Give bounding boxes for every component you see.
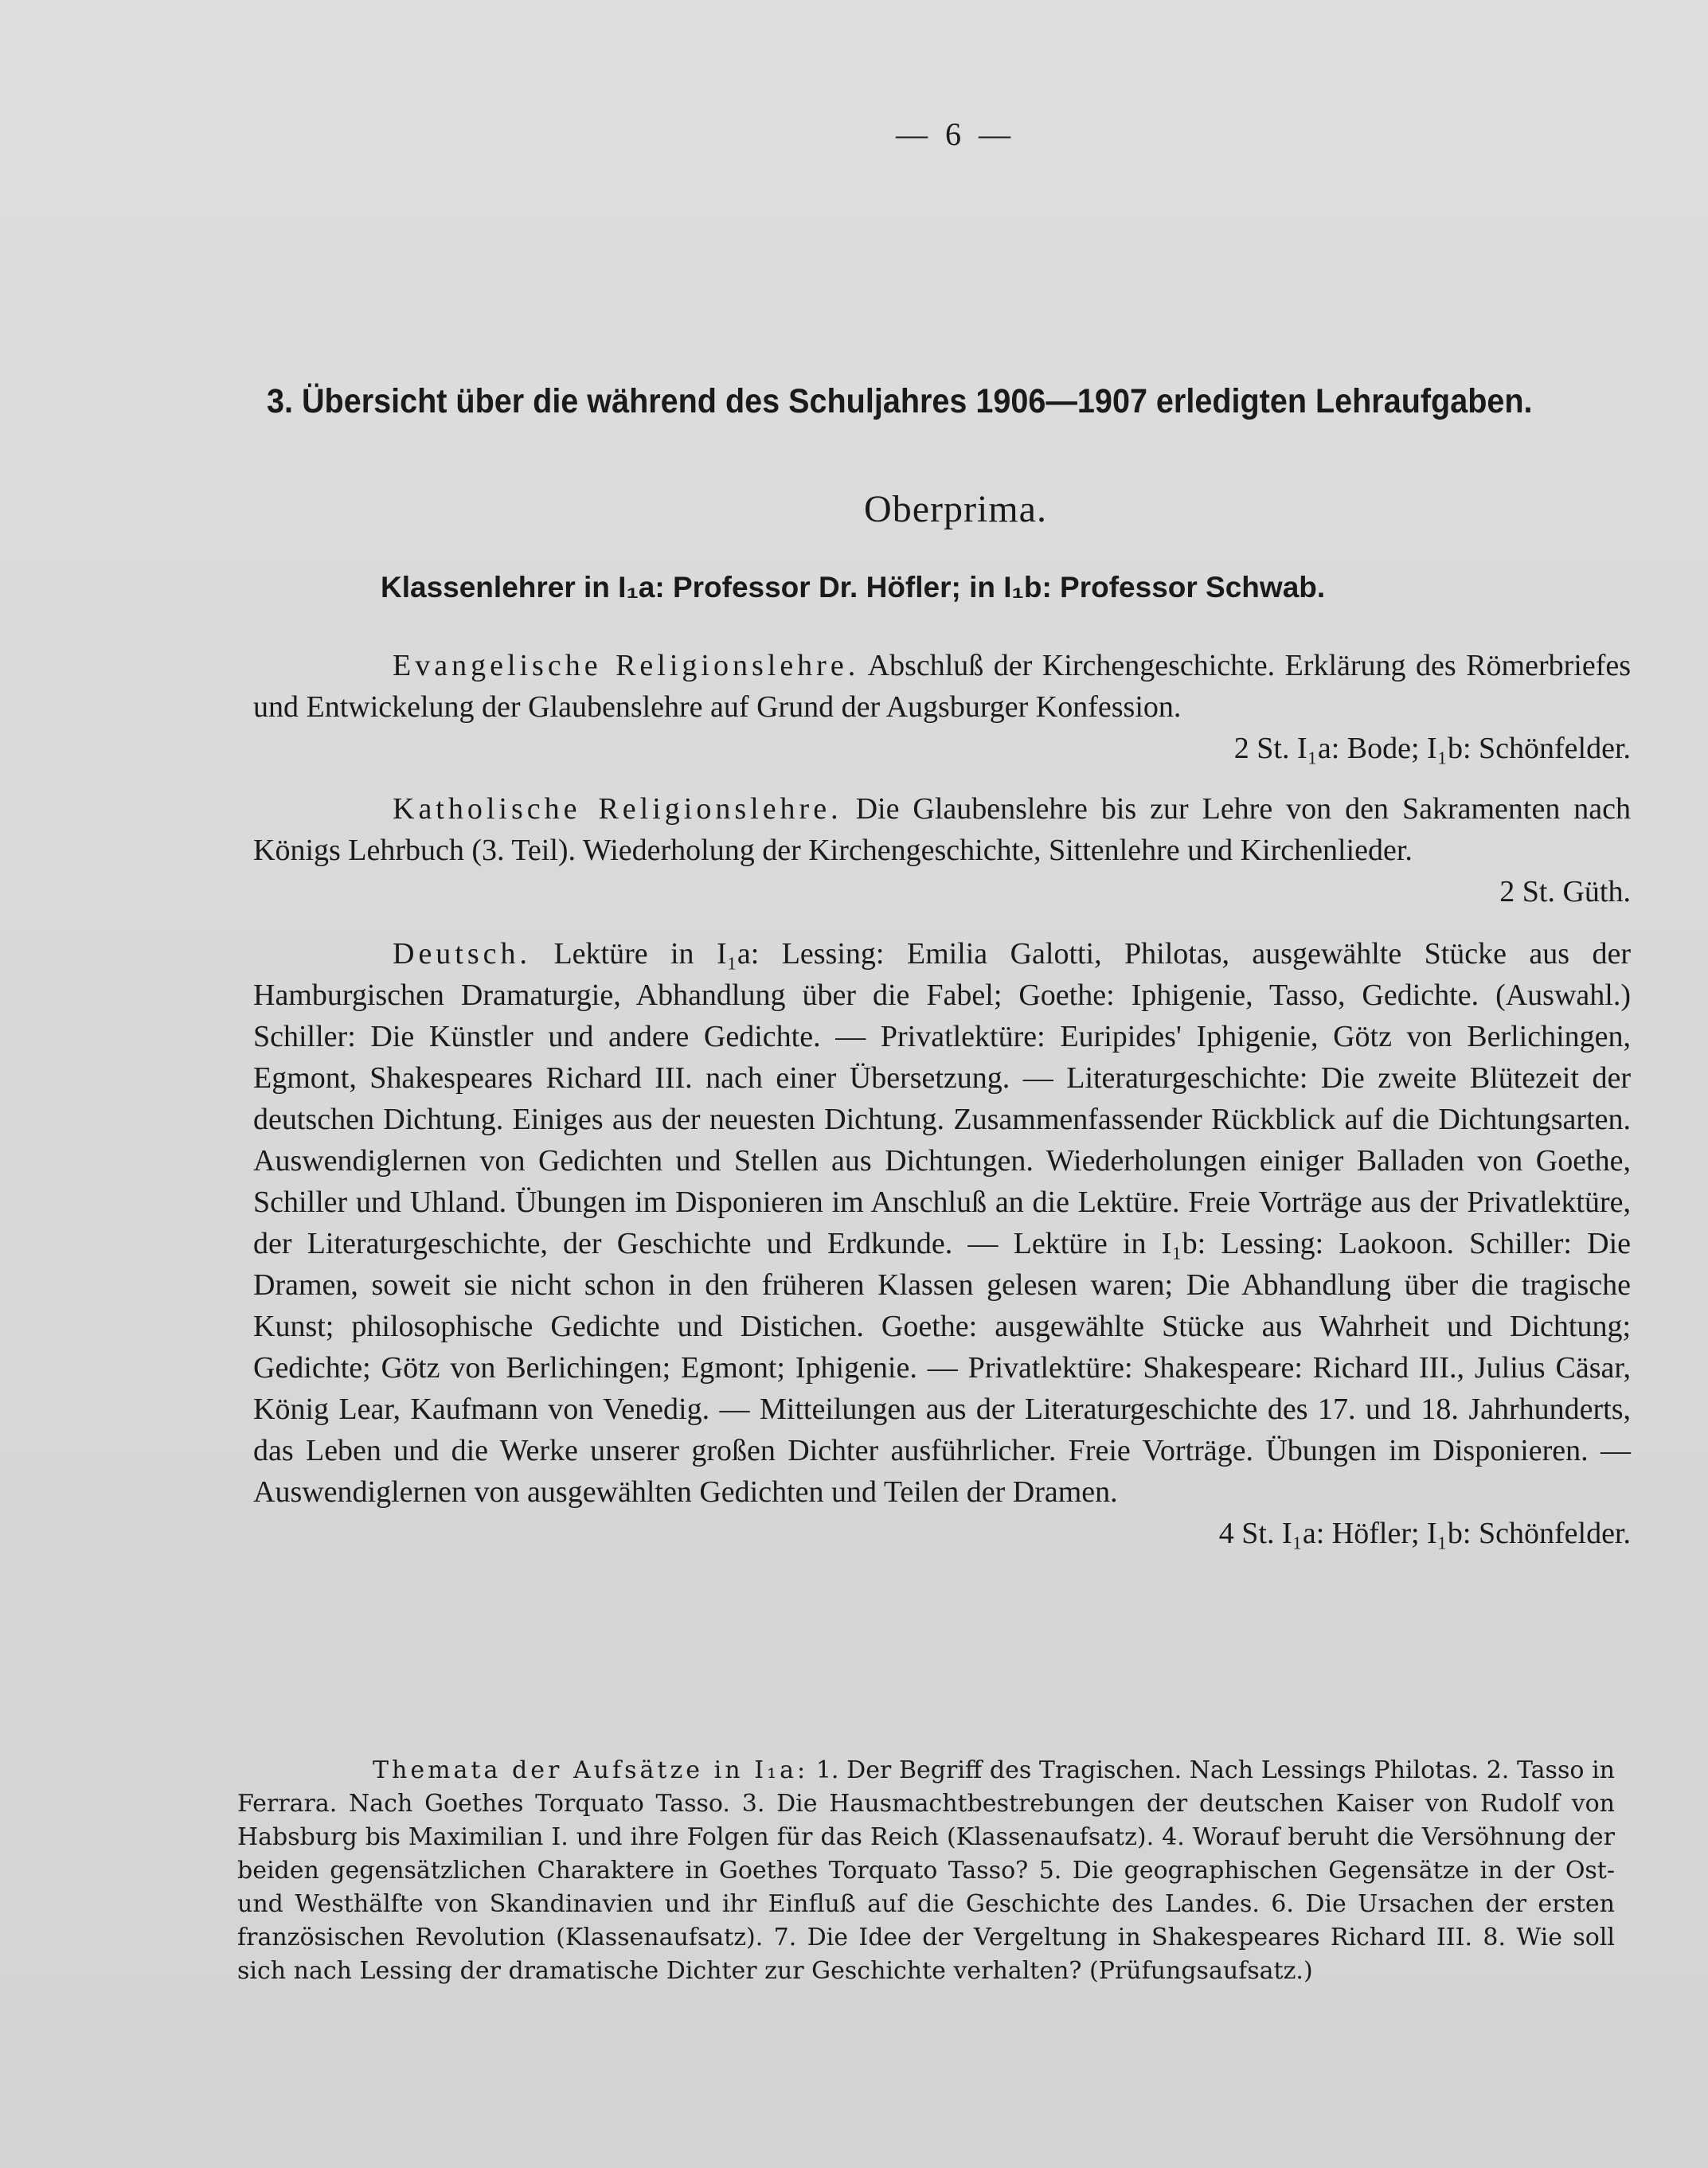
essay-themes (237, 1754, 1615, 1988)
subject-name: Evangelische Religionslehre. (393, 649, 860, 682)
subject-evangelisch (253, 645, 1631, 769)
page-number: — 6 — (896, 116, 1015, 152)
class-teachers: Klassenlehrer in I₁a: Professor Dr. Höfler; in I₁b: Professor Schwab. (381, 571, 1326, 604)
section-heading: 3. Übersicht über die während des Schuljahres 1906—1907 erledigten Lehraufgaben. (267, 382, 1533, 420)
subject-name: Katholische Religionslehre. (393, 792, 842, 826)
themes-text: 1. Der Begriff des Tragischen. Nach Lessings Philotas. 2. Tasso in Ferrara. Nach Goethes Torquato Tasso. 3. Die Hausmachtbestrebungen der deutschen Kaiser von Rudolf von Habsburg bis Maximilian I. und ihre Folgen für das Reich (Klassenaufsatz). 4. Worauf beruht die Versöhnung der beiden gegensätzlichen Charaktere in Goethes Torquato Tasso? 5. Die geographischen Gegensätze in der Ost- und Westhälfte von Skandinavien und ihr Einfluß auf die Geschichte des Landes. 6. Die Ursachen der ersten französischen Revolution (Klassenaufsatz). 7. Die Idee der Vergeltung in Shakespeares Richard III. 8. Wie soll sich nach Lessing der dramatische Dichter zur Geschichte verhalten? (Prüfungsaufsatz.) (237, 1756, 1616, 1985)
subject-hours: 2 St. I₁a: Bode; I₁b: Schönfelder. (1233, 732, 1631, 765)
subject-text: Die Glaubenslehre bis zur Lehre von den Sakramenten nach Königs Lehrbuch (3. Teil). Wiederholung der Kirchengeschichte, Sittenlehre und Kirchenlieder. (253, 792, 1632, 867)
subject-hours: 2 St. Güth. (1499, 875, 1631, 908)
subject-katholisch (253, 788, 1631, 912)
subject-hours: 4 St. I₁a: Höfler; I₁b: Schönfelder. (1218, 1517, 1631, 1550)
themes-label: Themata der Aufsätze in I₁a: (373, 1756, 809, 1784)
subject-text: Lektüre in I₁a: Lessing: Emilia Galotti, Philotas, ausgewählte Stücke aus der Hamburgischen Dramaturgie, Abhandlung über die Fabel; Goethe: Iphigenie, Tasso, Gedichte. (Auswahl.) Schiller: Die Künstler und andere Gedichte. — Privatlektüre: Euripides' Iphigenie, Götz von Berlichingen, Egmont, Shakespeares Richard III. nach einer Übersetzung. — Literaturgeschichte: Die zweite Blütezeit der deutschen Dichtung. Einiges aus der neuesten Dichtung. Zusammenfassender Rückblick auf die Dichtungsarten. Auswendiglernen von Gedichten und Stellen aus Dichtungen. Wiederholungen einiger Balladen von Goethe, Schiller und Uhland. Übungen im Disponieren im Anschluß an die Lektüre. Freie Vorträge aus der Privatlektüre, der Literaturgeschichte, der Geschichte und Erdkunde. — Lektüre in I₁b: Lessing: Laokoon. Schiller: Die Dramen, soweit sie nicht schon in den früheren Klassen gelesen waren; Die Abhandlung über die tragische Kunst; philosophische Gedichte und Distichen. Goethe: ausgewählte Stücke aus Wahrheit und Dichtung; Gedichte; Götz von Berlichingen; Egmont; Iphigenie. — Privatlektüre: Shakespeare: Richard III., Julius Cäsar, König Lear, Kaufmann von Venedig. — Mitteilungen aus der Literaturgeschichte des 17. und 18. Jahrhunderts, das Leben und die Werke unserer großen Dichter ausführlicher. Freie Vorträge. Übungen im Disponieren. — Auswendiglernen von ausgewählten Gedichten und Teilen der Dramen. (253, 937, 1631, 1509)
subject-text: Abschluß der Kirchengeschichte. Erklärung des Römerbriefes und Entwickelung der Glaubenslehre auf Grund der Augsburger Konfession. (253, 649, 1632, 724)
subject-name: Deutsch. (393, 937, 532, 971)
subject-deutsch (253, 933, 1631, 1573)
class-title: Oberprima. (864, 488, 1047, 530)
